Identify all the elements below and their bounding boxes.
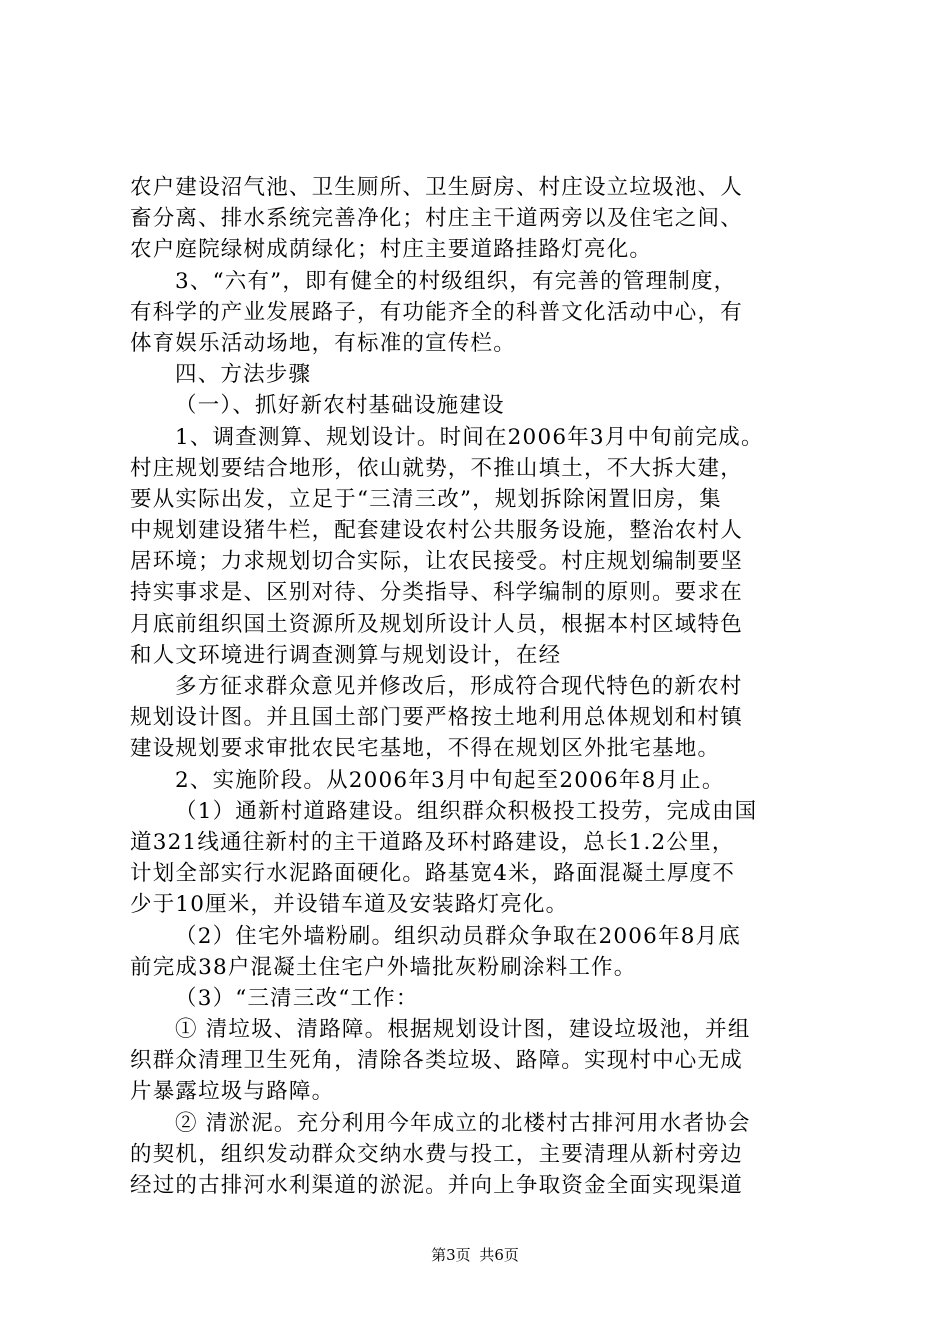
- text-line: 2、实施阶段。从2006年3月中旬起至2006年8月止。: [175, 767, 725, 793]
- text-line: 四、方法步骤: [175, 362, 312, 388]
- text-line: 农户庭院绿树成荫绿化；村庄主要道路挂路灯亮化。: [130, 237, 653, 263]
- text-line: 前完成38户混凝土住宅户外墙批灰粉刷涂料工作。: [130, 954, 637, 980]
- text-line: 规划设计图。并且国土部门要严格按土地利用总体规划和村镇: [130, 705, 743, 731]
- text-line: 片暴露垃圾与路障。: [130, 1079, 335, 1105]
- text-line: 村庄规划要结合地形，依山就势，不推山填土，不大拆大建，: [130, 455, 743, 481]
- text-line: （1）通新村道路建设。组织群众积极投工投劳，完成由国: [175, 798, 758, 824]
- text-line: 织群众清理卫生死角，清除各类垃圾、路障。实现村中心无成: [130, 1048, 743, 1074]
- text-line: 多方征求群众意见并修改后，形成符合现代特色的新农村: [175, 674, 743, 699]
- text-line: 3、“六有”，即有健全的村级组织，有完善的管理制度，: [175, 268, 737, 294]
- text-line: （2）住宅外墙粉刷。组织动员群众争取在2006年8月底: [175, 923, 741, 949]
- text-line: 持实事求是、区别对待、分类指导、科学编制的原则。要求在: [130, 580, 743, 606]
- text-line: 经过的古排河水利渠道的淤泥。并向上争取资金全面实现渠道: [130, 1173, 743, 1198]
- document-body: [130, 172, 835, 1201]
- text-line: 体育娱乐活动场地，有标准的宣传栏。: [130, 330, 516, 356]
- text-line: 畜分离、排水系统完善净化；村庄主干道两旁以及住宅之间、: [130, 206, 743, 232]
- text-line: ② 清淤泥。充分利用今年成立的北楼村古排河用水者协会: [175, 1110, 751, 1136]
- text-line: （一）、抓好新农村基础设施建设: [175, 393, 505, 419]
- text-line: 月底前组织国土资源所及规划所设计人员，根据本村区域特色: [130, 611, 743, 637]
- text-line: ① 清垃圾、清路障。根据规划设计图，建设垃圾池，并组: [175, 1017, 751, 1043]
- text-line: 道321线通往新村的主干道路及环村路建设，总长1.2公里，: [130, 829, 735, 855]
- text-line: 的契机，组织发动群众交纳水费与投工，主要清理从新村旁边: [130, 1141, 743, 1167]
- text-line: 计划全部实行水泥路面硬化。路基宽4米，路面混凝土厚度不: [130, 861, 736, 887]
- text-line: （3）“三清三改“工作：: [175, 985, 419, 1011]
- text-line: 和人文环境进行调查测算与规划设计，在经: [130, 642, 562, 668]
- page-footer: [0, 1245, 950, 1265]
- text-line: 中规划建设猪牛栏，配套建设农村公共服务设施，整治农村人: [130, 518, 743, 544]
- text-line: 少于10厘米，并设错车道及安装路灯亮化。: [130, 892, 569, 918]
- text-line: 居环境；力求规划切合实际，让农民接受。村庄规划编制要坚: [130, 549, 743, 575]
- text-line: 农户建设沼气池、卫生厕所、卫生厨房、村庄设立垃圾池、人: [130, 175, 743, 200]
- page-number: 第3页: [431, 1246, 471, 1264]
- text-line: 有科学的产业发展路子，有功能齐全的科普文化活动中心，有: [130, 299, 743, 325]
- text-line: 要从实际出发，立足于“三清三改”，规划拆除闲置旧房，集: [130, 486, 722, 512]
- text-line: 1、调查测算、规划设计。时间在2006年3月中旬前完成。: [175, 424, 764, 450]
- total-pages: 共6页: [479, 1246, 519, 1264]
- text-line: 建设规划要求审批农民宅基地，不得在规划区外批宅基地。: [130, 736, 721, 762]
